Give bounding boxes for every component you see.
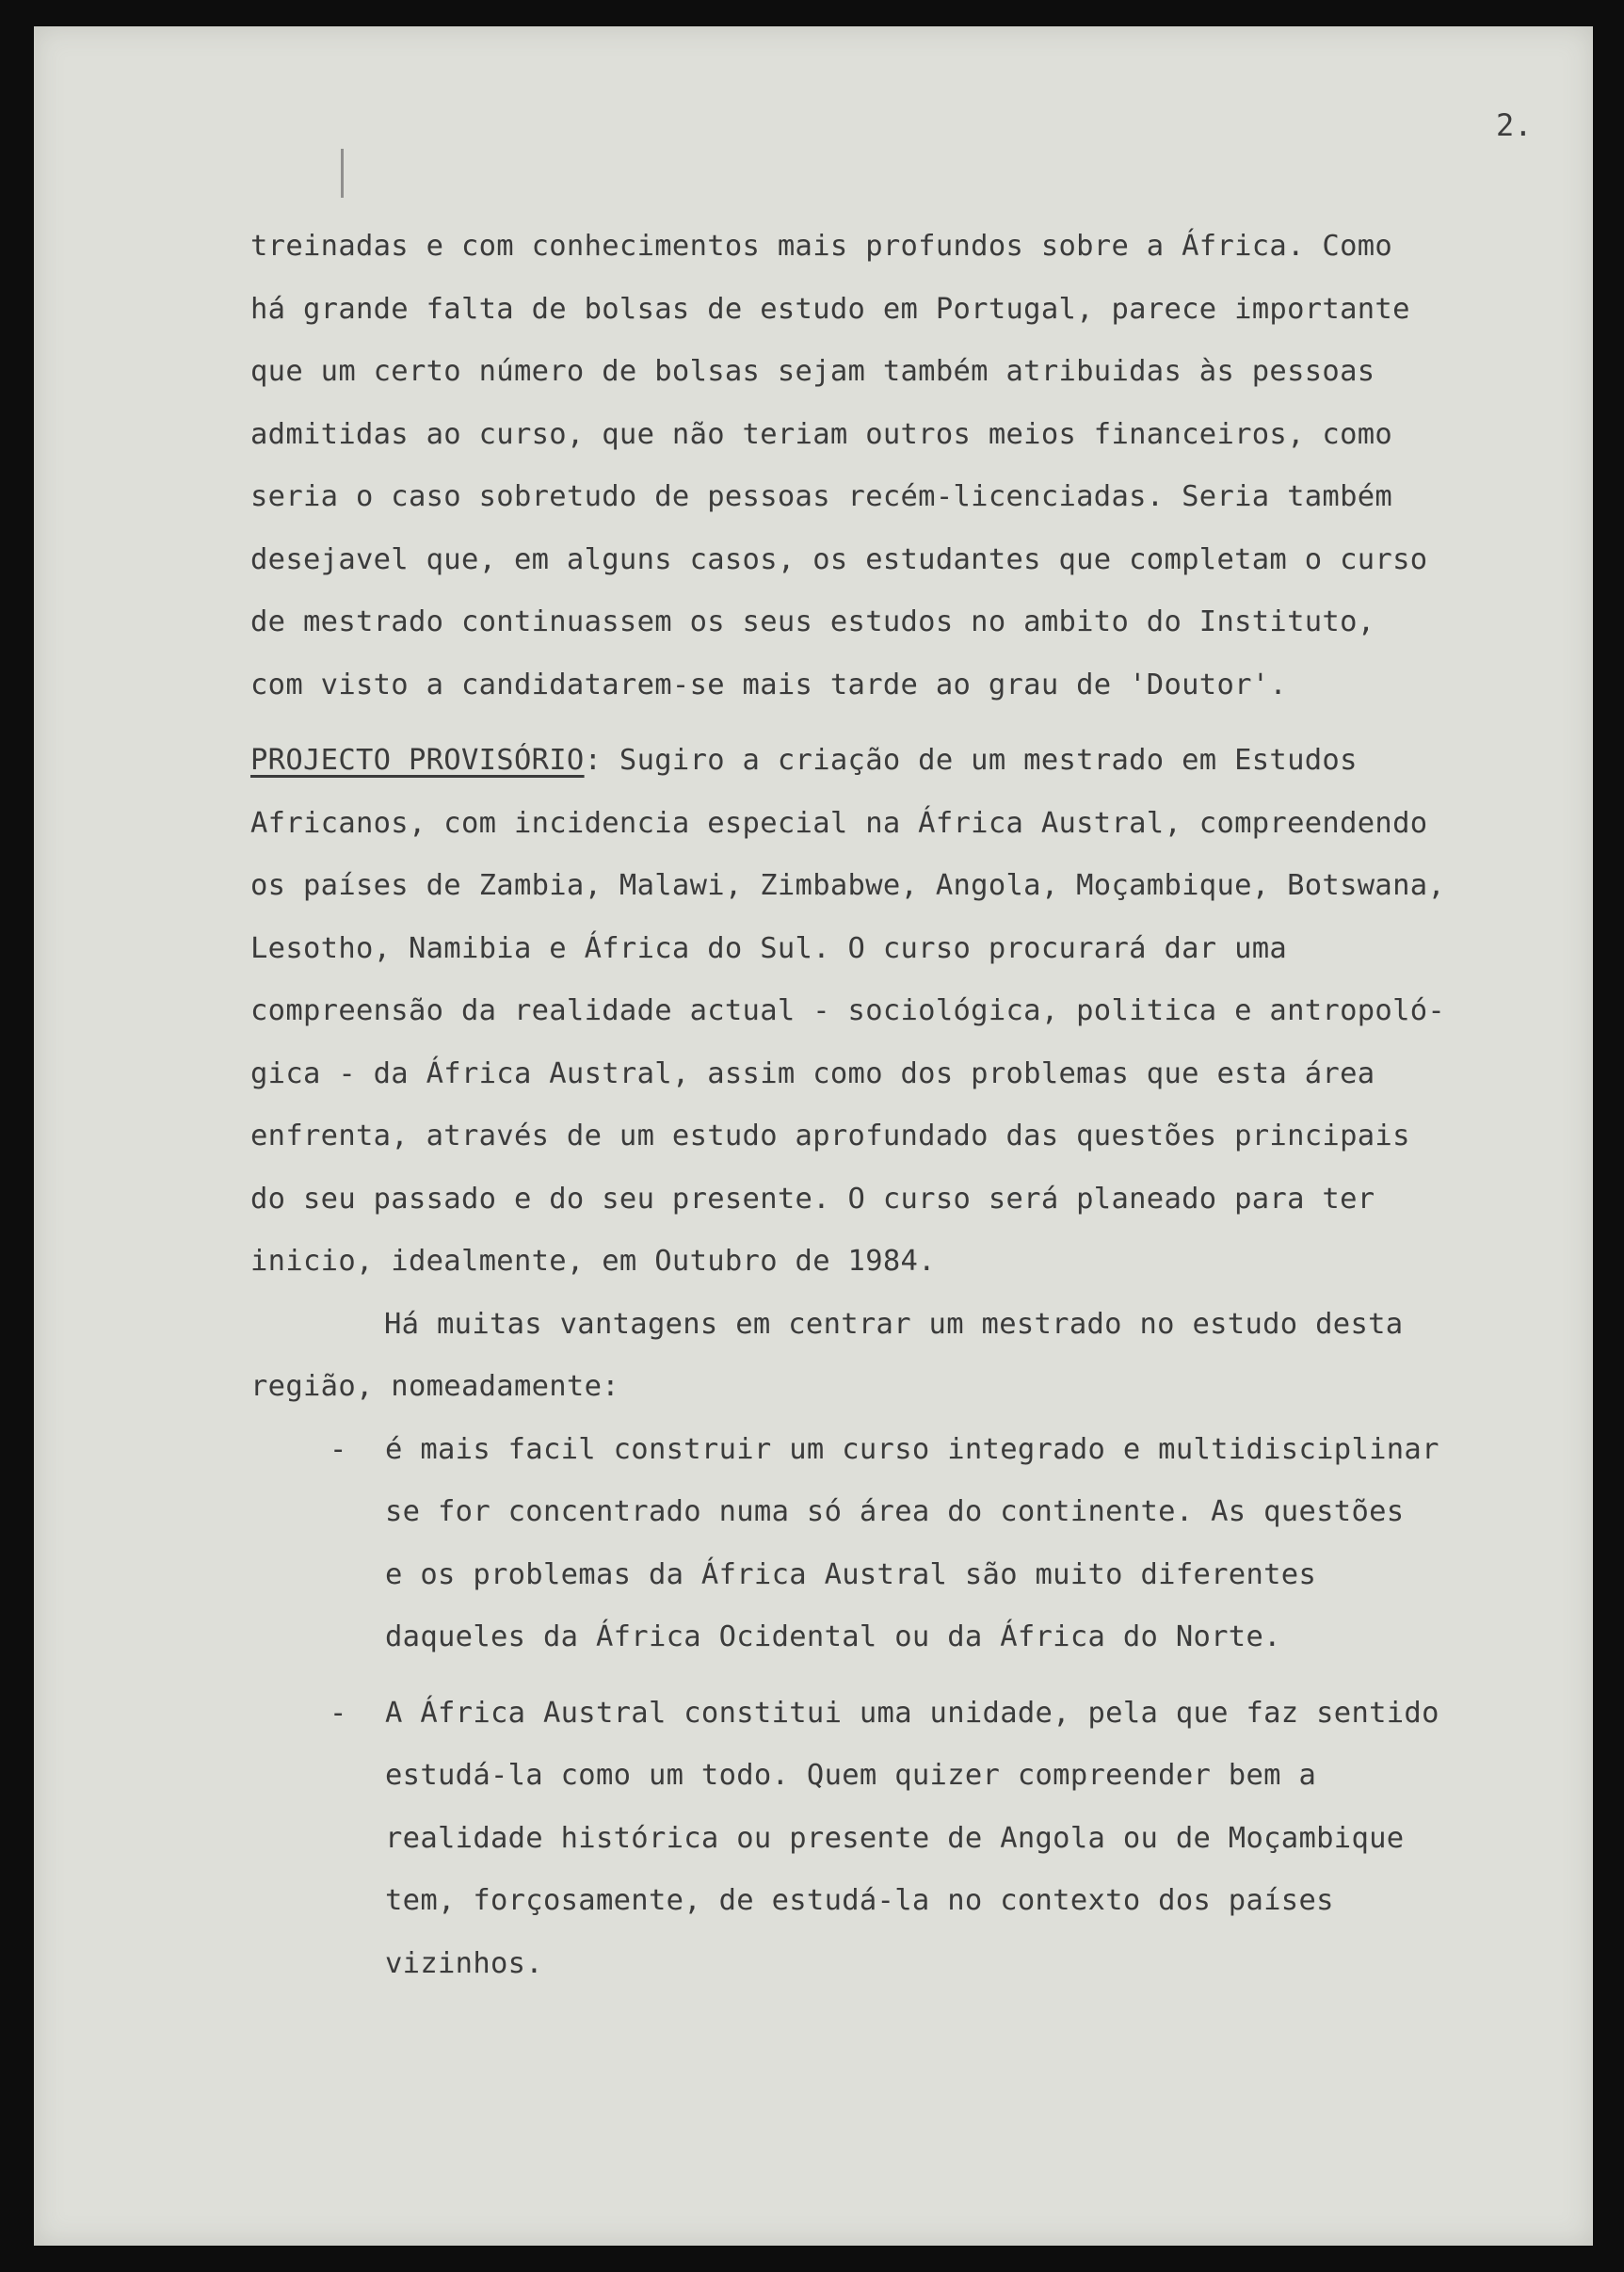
page-mark — [341, 149, 344, 198]
text-line — [250, 740, 1531, 803]
text-line: tem, forçosamente, de estudá-la no contexto dos países — [385, 1884, 1334, 1917]
text-line: os países de Zambia, Malawi, Zimbabwe, Angola, Moçambique, Botswana, — [250, 869, 1446, 902]
text-line: compreensão da realidade actual - sociológica, politica e antropoló- — [250, 994, 1446, 1027]
paragraph-3 — [250, 1304, 1531, 1429]
text-line: desejavel que, em alguns casos, os estudantes que completam o curso — [250, 542, 1428, 576]
text-line: admitidas ao curso, que não teriam outros meios financeiros, como — [250, 417, 1393, 451]
text-line: Há muitas vantagens em centrar um mestrado no estudo desta — [384, 1307, 1404, 1341]
page-number: 2. — [1496, 107, 1533, 143]
text-line: e os problemas da África Austral são muito diferentes — [385, 1557, 1317, 1591]
text-line: estudá-la como um todo. Quem quizer compreender bem a — [385, 1759, 1317, 1792]
bullet-marker: - — [330, 1432, 347, 1466]
text-line: daqueles da África Ocidental ou da África do Norte. — [385, 1620, 1281, 1653]
paragraph-2 — [250, 740, 1531, 1304]
text-line: treinadas e com conhecimentos mais profundos sobre a África. Como — [250, 230, 1393, 263]
section-heading: PROJECTO PROVISÓRIO — [250, 744, 585, 777]
text-line: realidade histórica ou presente de Angola ou de Moçambique — [385, 1821, 1405, 1855]
text-line: - é mais facil construir um curso integrado e multidisciplinar — [250, 1429, 1531, 1492]
text-line: se for concentrado numa só área do continente. As questões — [385, 1495, 1405, 1528]
text-line: seria o caso sobretudo de pessoas recém-licenciadas. Seria também — [250, 480, 1393, 513]
bullet-item-2 — [250, 1693, 1531, 2006]
text-line: de mestrado continuassem os seus estudos no ambito do Instituto, — [250, 605, 1375, 638]
text-line: enfrenta, através de um estudo aprofundado das questões principais — [250, 1120, 1410, 1152]
text-line: do seu passado e do seu presente. O curso será planeado para ter — [250, 1182, 1375, 1216]
bullet-marker: - — [330, 1696, 347, 1730]
text-line: que um certo número de bolsas sejam também atribuidas às pessoas — [250, 355, 1375, 388]
text-line: vizinhos. — [385, 1946, 543, 1980]
section-heading-rest: : Sugiro a criação de um mestrado em Estudos — [584, 744, 1358, 777]
text-line: com visto a candidatarem-se mais tarde ao grau de 'Doutor'. — [250, 668, 1288, 701]
text-line: Lesotho, Namibia e África do Sul. O curso procurará dar uma — [250, 931, 1288, 965]
text-line: região, nomeadamente: — [250, 1370, 619, 1403]
paragraph-1 — [250, 226, 1531, 727]
text-line: Africanos, com incidencia especial na África Austral, compreendendo — [250, 806, 1428, 840]
document-body — [250, 226, 1531, 2006]
text-line: há grande falta de bolsas de estudo em Portugal, parece importante — [250, 292, 1410, 326]
text-line: gica - da África Austral, assim como dos problemas que esta área — [250, 1056, 1375, 1090]
bullet-item-1 — [250, 1429, 1531, 1680]
text-line: - A África Austral constitui uma unidade, pela que faz sentido — [250, 1693, 1531, 1756]
text-line: inicio, idealmente, em Outubro de 1984. — [250, 1245, 936, 1278]
